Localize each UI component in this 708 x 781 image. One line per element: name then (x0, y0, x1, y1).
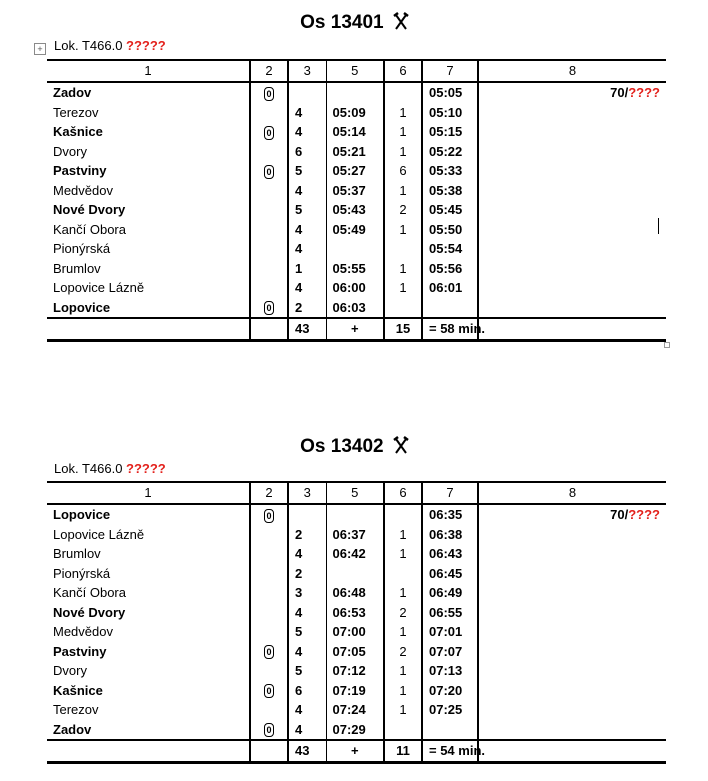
cell-c5: 07:12 (326, 661, 384, 681)
timetable-1 (47, 59, 666, 342)
cell-c8 (478, 82, 666, 103)
cell-c5: 07:24 (326, 700, 384, 720)
stop-marker-cell (250, 622, 288, 642)
station-name: Terezov (47, 700, 250, 720)
table-row (47, 622, 666, 642)
table-row (47, 103, 666, 123)
cell-c8 (478, 122, 666, 142)
cell-c5: 07:05 (326, 642, 384, 662)
cell-c8 (478, 504, 666, 525)
cell-c5: 05:43 (326, 200, 384, 220)
cell-c3: 4 (288, 278, 326, 298)
cell-c8 (478, 583, 666, 603)
table-row (47, 122, 666, 142)
cell-c6: 1 (384, 103, 422, 123)
cell-c7: 07:13 (422, 661, 478, 681)
table-row (47, 661, 666, 681)
stop-marker-cell (250, 544, 288, 564)
stop-marker-cell (250, 220, 288, 240)
cell-c7 (422, 720, 478, 741)
sum-c3: 43 (288, 318, 326, 340)
sum-empty (47, 740, 250, 762)
stop-marker-cell (250, 603, 288, 623)
cell-c5: 07:00 (326, 622, 384, 642)
sum-c5: + (326, 318, 384, 340)
station-name: Pionýrská (47, 564, 250, 584)
timetable-2 (47, 481, 666, 764)
stop-marker-cell (250, 122, 288, 142)
sum-empty (478, 318, 666, 340)
stop-marker-cell (250, 161, 288, 181)
cell-c8 (478, 544, 666, 564)
table-row (47, 181, 666, 201)
table-row (47, 504, 666, 525)
text-cursor (658, 218, 659, 234)
cell-c8 (478, 103, 666, 123)
table-row (47, 259, 666, 279)
cell-c5: 06:48 (326, 583, 384, 603)
cell-c3: 5 (288, 161, 326, 181)
locomotive-line-2: Lok. T466.0 ????? (54, 461, 166, 476)
header-row (47, 482, 666, 504)
stop-marker: 0 (264, 301, 274, 315)
cell-c3 (288, 82, 326, 103)
station-name: Kančí Obora (47, 220, 250, 240)
cell-c5: 05:09 (326, 103, 384, 123)
cell-c3: 4 (288, 220, 326, 240)
table-resize-handle[interactable] (664, 342, 670, 348)
cell-c6 (384, 239, 422, 259)
cell-c5: 06:37 (326, 525, 384, 545)
cell-c8 (478, 661, 666, 681)
cell-c6 (384, 564, 422, 584)
cell-c6: 1 (384, 259, 422, 279)
cell-c8 (478, 259, 666, 279)
cell-c3: 2 (288, 298, 326, 319)
cell-c8 (478, 525, 666, 545)
cell-c6: 1 (384, 181, 422, 201)
station-name: Kančí Obora (47, 583, 250, 603)
cell-c7: 05:56 (422, 259, 478, 279)
cell-c7: 05:54 (422, 239, 478, 259)
station-name: Nové Dvory (47, 603, 250, 623)
cell-c5: 05:49 (326, 220, 384, 240)
cell-c6: 1 (384, 278, 422, 298)
cell-c7: 06:38 (422, 525, 478, 545)
sum-empty (250, 318, 288, 340)
cell-c8 (478, 278, 666, 298)
station-name: Pionýrská (47, 239, 250, 259)
column-header: 2 (250, 482, 288, 504)
stop-marker-cell (250, 259, 288, 279)
stop-marker: 0 (264, 645, 274, 659)
sum-c6: 15 (384, 318, 422, 340)
station-name: Brumlov (47, 544, 250, 564)
speed-value: 70/ (610, 85, 629, 100)
cell-c7: 07:25 (422, 700, 478, 720)
cell-c3: 4 (288, 700, 326, 720)
cell-c7: 05:10 (422, 103, 478, 123)
station-name: Pastviny (47, 161, 250, 181)
table-row (47, 239, 666, 259)
cell-c3: 4 (288, 544, 326, 564)
stop-marker-cell (250, 181, 288, 201)
speed-unknown: ???? (628, 85, 660, 100)
cell-c3: 4 (288, 103, 326, 123)
cell-c6: 1 (384, 681, 422, 701)
stop-marker-cell (250, 103, 288, 123)
table-row (47, 142, 666, 162)
cell-c5: 05:55 (326, 259, 384, 279)
column-header: 5 (326, 60, 384, 82)
cell-c7: 05:22 (422, 142, 478, 162)
cell-c5 (326, 82, 384, 103)
cell-c3: 2 (288, 564, 326, 584)
cell-c3: 2 (288, 525, 326, 545)
station-name: Nové Dvory (47, 200, 250, 220)
stop-marker-cell (250, 504, 288, 525)
cell-c8 (478, 700, 666, 720)
table-row (47, 564, 666, 584)
cell-c3: 4 (288, 642, 326, 662)
table-row (47, 278, 666, 298)
station-name: Brumlov (47, 259, 250, 279)
cell-c8 (478, 720, 666, 741)
cell-c5 (326, 239, 384, 259)
table-row (47, 603, 666, 623)
cell-c8 (478, 564, 666, 584)
cell-c5 (326, 504, 384, 525)
sum-row (47, 318, 666, 340)
sum-empty (478, 740, 666, 762)
cell-c3: 5 (288, 200, 326, 220)
table-row (47, 720, 666, 741)
stop-marker: 0 (264, 723, 274, 737)
cell-c5: 07:19 (326, 681, 384, 701)
cell-c7 (422, 298, 478, 319)
cell-c3: 4 (288, 239, 326, 259)
cell-c3 (288, 504, 326, 525)
cell-c7: 05:45 (422, 200, 478, 220)
sum-row (47, 740, 666, 762)
column-header: 7 (422, 60, 478, 82)
column-header: 1 (47, 482, 250, 504)
cell-c3: 1 (288, 259, 326, 279)
stop-marker-cell (250, 142, 288, 162)
table-row (47, 200, 666, 220)
cell-c5: 06:53 (326, 603, 384, 623)
cell-c6 (384, 298, 422, 319)
cell-c6: 1 (384, 583, 422, 603)
column-header: 2 (250, 60, 288, 82)
stop-marker-cell (250, 700, 288, 720)
cell-c6: 1 (384, 142, 422, 162)
stop-marker: 0 (264, 165, 274, 179)
stop-marker: 0 (264, 509, 274, 523)
train-title-1 (0, 12, 708, 34)
cell-c8 (478, 200, 666, 220)
stop-marker-cell (250, 298, 288, 319)
cell-c8 (478, 298, 666, 319)
cell-c3: 3 (288, 583, 326, 603)
cell-c6 (384, 82, 422, 103)
locomotive-line-1: Lok. T466.0 ????? (54, 38, 166, 53)
station-name: Kašnice (47, 681, 250, 701)
station-name: Lopovice (47, 298, 250, 319)
stop-marker-cell (250, 642, 288, 662)
table-row (47, 700, 666, 720)
cell-c6: 1 (384, 661, 422, 681)
station-name: Lopovice (47, 504, 250, 525)
sum-c7: = 54 min. (422, 740, 478, 762)
cell-c5: 05:21 (326, 142, 384, 162)
cell-c5: 06:03 (326, 298, 384, 319)
stop-marker: 0 (264, 684, 274, 698)
column-header: 1 (47, 60, 250, 82)
cell-c5: 07:29 (326, 720, 384, 741)
train-number: Os 13401 (300, 12, 384, 33)
table-row (47, 642, 666, 662)
sum-empty (250, 740, 288, 762)
stop-marker: 0 (264, 126, 274, 140)
cell-c6: 2 (384, 603, 422, 623)
speed-value: 70/ (610, 507, 629, 522)
cell-c3: 4 (288, 122, 326, 142)
cell-c6: 1 (384, 122, 422, 142)
cell-c6: 2 (384, 642, 422, 662)
cell-c3: 6 (288, 681, 326, 701)
table-row (47, 681, 666, 701)
stop-marker-cell (250, 278, 288, 298)
cell-c7: 06:45 (422, 564, 478, 584)
stop-marker: 0 (264, 87, 274, 101)
station-name: Dvory (47, 661, 250, 681)
cell-c6: 1 (384, 544, 422, 564)
station-name: Terezov (47, 103, 250, 123)
crossed-hammers-icon (394, 437, 408, 455)
column-header: 6 (384, 482, 422, 504)
cell-c7: 07:07 (422, 642, 478, 662)
cell-c7: 05:15 (422, 122, 478, 142)
stop-marker-cell (250, 564, 288, 584)
cell-c7: 06:43 (422, 544, 478, 564)
column-header: 8 (478, 482, 666, 504)
table-row (47, 525, 666, 545)
cell-c7: 06:49 (422, 583, 478, 603)
cell-c8 (478, 220, 666, 240)
stop-marker-cell (250, 661, 288, 681)
stop-marker-cell (250, 681, 288, 701)
cell-c3: 5 (288, 661, 326, 681)
cell-c3: 4 (288, 181, 326, 201)
speed-unknown: ???? (628, 507, 660, 522)
column-header: 7 (422, 482, 478, 504)
sum-c6: 11 (384, 740, 422, 762)
cell-c8 (478, 681, 666, 701)
cell-c3: 6 (288, 142, 326, 162)
cell-c8 (478, 642, 666, 662)
cell-c7: 05:50 (422, 220, 478, 240)
table-row (47, 82, 666, 103)
cell-c3: 4 (288, 603, 326, 623)
cell-c8 (478, 142, 666, 162)
station-name: Medvědov (47, 622, 250, 642)
cell-c5: 06:42 (326, 544, 384, 564)
station-name: Dvory (47, 142, 250, 162)
station-name: Lopovice Lázně (47, 278, 250, 298)
header-row (47, 60, 666, 82)
cell-c6 (384, 504, 422, 525)
cell-c3: 4 (288, 720, 326, 741)
stop-marker-cell (250, 720, 288, 741)
cell-c6: 2 (384, 200, 422, 220)
table-row (47, 161, 666, 181)
cell-c7: 05:05 (422, 82, 478, 103)
cell-c5 (326, 564, 384, 584)
cell-c6: 1 (384, 220, 422, 240)
cell-c5: 05:27 (326, 161, 384, 181)
cell-c6: 6 (384, 161, 422, 181)
column-header: 6 (384, 60, 422, 82)
table-row (47, 298, 666, 319)
cell-c7: 05:38 (422, 181, 478, 201)
cell-c7: 06:35 (422, 504, 478, 525)
stop-marker-cell (250, 525, 288, 545)
cell-c8 (478, 239, 666, 259)
station-name: Zadov (47, 82, 250, 103)
cell-c6: 1 (384, 525, 422, 545)
cell-c7: 06:01 (422, 278, 478, 298)
cell-c6: 1 (384, 700, 422, 720)
stop-marker-cell (250, 82, 288, 103)
cell-c6 (384, 720, 422, 741)
table-row (47, 583, 666, 603)
station-name: Kašnice (47, 122, 250, 142)
station-name: Pastviny (47, 642, 250, 662)
table-row (47, 544, 666, 564)
cell-c8 (478, 622, 666, 642)
cell-c6: 1 (384, 622, 422, 642)
train-number: Os 13402 (300, 436, 384, 457)
cell-c7: 07:20 (422, 681, 478, 701)
sum-c5: + (326, 740, 384, 762)
sum-empty (47, 318, 250, 340)
sum-c7: = 58 min. (422, 318, 478, 340)
crossed-hammers-icon (394, 13, 408, 31)
cell-c5: 05:14 (326, 122, 384, 142)
stop-marker-cell (250, 200, 288, 220)
station-name: Zadov (47, 720, 250, 741)
column-header: 8 (478, 60, 666, 82)
cell-c8 (478, 161, 666, 181)
cell-c5: 05:37 (326, 181, 384, 201)
column-header: 3 (288, 482, 326, 504)
sum-c3: 43 (288, 740, 326, 762)
stop-marker-cell (250, 583, 288, 603)
cell-c3: 5 (288, 622, 326, 642)
stop-marker-cell (250, 239, 288, 259)
table-row (47, 220, 666, 240)
cell-c7: 05:33 (422, 161, 478, 181)
cell-c5: 06:00 (326, 278, 384, 298)
column-header: 3 (288, 60, 326, 82)
cell-c8 (478, 603, 666, 623)
column-header: 5 (326, 482, 384, 504)
cell-c7: 06:55 (422, 603, 478, 623)
station-name: Medvědov (47, 181, 250, 201)
table-move-handle-icon[interactable]: + (34, 43, 46, 55)
train-title-2 (0, 436, 708, 458)
cell-c8 (478, 181, 666, 201)
cell-c7: 07:01 (422, 622, 478, 642)
station-name: Lopovice Lázně (47, 525, 250, 545)
